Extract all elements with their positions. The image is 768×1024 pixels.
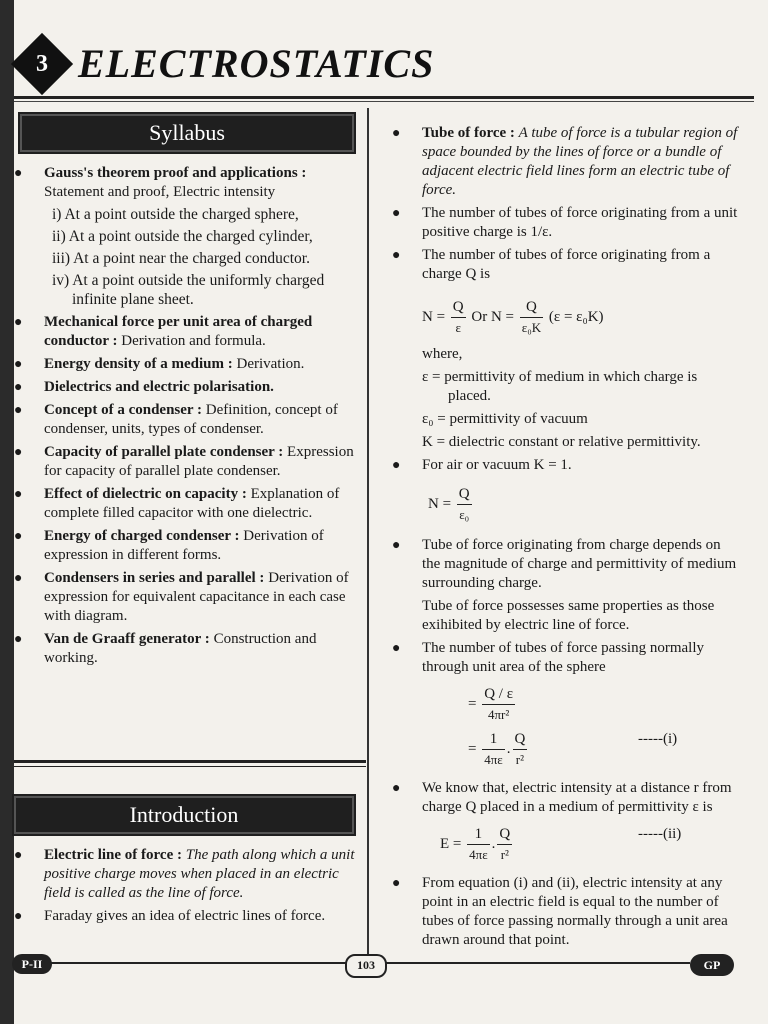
syllabus-item-title: Energy density of a medium : (44, 356, 233, 372)
right-item-text: The number of tubes of force originating from a unit positive charge is 1/ε. (422, 205, 738, 240)
syllabus-item-text: Construction and working. (44, 631, 317, 666)
tube-of-force-definition (392, 124, 738, 200)
syllabus-item (14, 401, 358, 439)
right-item (392, 246, 738, 284)
numerator: Q (497, 825, 512, 845)
syllabus-item (14, 378, 358, 397)
bullet-icon: ● (392, 126, 401, 141)
intro-item-faraday (14, 907, 356, 926)
where-label: where, (422, 346, 463, 362)
fraction (457, 485, 472, 524)
denominator: r² (515, 752, 525, 767)
syllabus-item-text: Explanation of complete filled capacitor with one dielectric. (44, 486, 340, 521)
bullet-icon: ● (14, 445, 23, 460)
fraction (451, 298, 466, 337)
introduction-banner: Introduction (14, 796, 354, 834)
numerator: Q (451, 298, 466, 318)
right-item-text: Tube of force originating from charge depends on the magnitude of charge and permittivity of medium surrounding charge. (422, 537, 737, 591)
fraction (482, 685, 515, 724)
denominator: 4πr² (487, 707, 510, 722)
numerator: Q (520, 298, 543, 318)
bullet-icon: ● (14, 848, 23, 863)
definition: K = dielectric constant or relative permittivity. (422, 434, 701, 450)
right-item-text: For air or vacuum K = 1. (422, 457, 572, 473)
bullet-icon: ● (392, 876, 401, 891)
chapter-title: ELECTROSTATICS (78, 41, 435, 86)
syllabus-item-title: Effect of dielectric on capacity : (44, 486, 247, 502)
formula-4: = $\frac{1}{4\pi\varepsilon}$ . $\frac{Q}{\text{r²}}$ -----(i) (468, 731, 678, 767)
syllabus-item-title: Energy of charged condenser : (44, 528, 240, 544)
right-item (392, 779, 738, 817)
formula-lhs: N = (490, 308, 515, 325)
denominator: ε (455, 320, 461, 335)
formula-note: (ε = ε₀K) (548, 308, 604, 325)
bullet-icon: ● (14, 571, 23, 586)
right-paragraph: Tube of force possesses same properties as those exihibited by electric line of force. (422, 598, 715, 633)
right-item-text: We know that, electric intensity at a distance r from charge Q placed in a medium of permittivity ε is (422, 780, 732, 815)
footer-part-label: P-II (12, 954, 52, 974)
denominator: r² (500, 847, 509, 862)
right-item (392, 639, 738, 677)
formula-5: E = $\frac{1}{4\pi\varepsilon}$ . $\frac{Q}{\text{r²}}$ -----(ii) (440, 826, 682, 862)
intro-item-line-of-force (14, 846, 356, 903)
bullet-icon: ● (14, 166, 23, 181)
numerator: Q / ε (482, 685, 515, 705)
numerator: Q (457, 485, 472, 505)
syllabus-item-gauss (14, 164, 358, 309)
syllabus-item (14, 443, 358, 481)
bullet-icon: ● (392, 248, 401, 263)
syllabus-item (14, 313, 358, 351)
syllabus-item (14, 569, 358, 626)
bullet-icon: ● (392, 458, 401, 473)
syllabus-item (14, 630, 358, 668)
formula-eq: = (468, 695, 477, 712)
syllabus-item-text: Statement and proof, Electric intensity (44, 184, 276, 200)
equation-tag: -----(i) (638, 731, 678, 747)
syllabus-subitem: iii) At a point near the charged conductor. (52, 250, 310, 267)
intro-item-title: Electric line of force : (44, 847, 182, 863)
right-column (392, 124, 738, 954)
intro-item-text: The path along which a unit positive charge moves when placed in an electric field is called as the line of force. (44, 847, 355, 901)
syllabus-subitem: iv) At a point outside the uniformly charged infinite plane sheet. (52, 272, 325, 308)
right-item (392, 536, 738, 593)
syllabus-item-title: Capacity of parallel plate condenser : (44, 444, 284, 460)
tube-title: Tube of force : (422, 125, 515, 141)
syllabus-banner: Syllabus (20, 114, 354, 152)
denominator: ε₀K (521, 320, 542, 335)
fraction (482, 730, 505, 769)
syllabus-item-text: Derivation of expression in different forms. (44, 528, 324, 563)
numerator: 1 (482, 730, 505, 750)
tube-text: A tube of force is a tubular region of space bounded by the lines of force or a bundle of adjacent electric field lines form an electric tube of force. (422, 125, 738, 198)
bullet-icon: ● (392, 538, 401, 553)
formula-n-vacuum (428, 485, 738, 524)
page-edge-shadow (0, 0, 14, 1024)
column-divider (367, 108, 369, 956)
fraction (520, 298, 543, 337)
formula-lhs: N = (422, 308, 446, 325)
syllabus-item-text: Derivation and formula. (121, 333, 266, 349)
bullet-icon: ● (14, 315, 23, 330)
right-item (392, 204, 738, 242)
section-rule-thin (14, 766, 366, 767)
definition: ε = permittivity of medium in which charge is placed. (422, 369, 698, 404)
right-item (392, 456, 738, 475)
formula-lhs: N = (428, 495, 452, 512)
denominator: ε₀ (459, 507, 470, 522)
publisher-logo: GP (690, 954, 734, 976)
introduction-list (14, 846, 356, 930)
syllabus-item-text: Derivation. (236, 356, 305, 372)
bullet-icon: ● (14, 529, 23, 544)
syllabus-item-title: Mechanical force per unit area of charged conductor : (44, 314, 313, 349)
intro-item-text: Faraday gives an idea of electric lines of force. (44, 908, 326, 924)
title-rule (14, 96, 754, 99)
syllabus-item-text: Derivation of expression for equivalent capacitance in each case with diagram. (44, 570, 349, 624)
fraction (497, 825, 512, 864)
formula-3 (468, 685, 738, 724)
denominator: 4πε (469, 847, 488, 862)
formula-eq: = (468, 740, 477, 757)
right-item-text: From equation (i) and (ii), electric intensity at any point in an electric field is equal to the number of tubes of force passing normally through a unit area drawn around that point. (422, 875, 728, 948)
syllabus-subitem: ii) At a point outside the charged cylinder, (52, 228, 313, 245)
bullet-icon: ● (14, 380, 23, 395)
bullet-icon: ● (14, 632, 23, 647)
title-rule-thin (14, 101, 754, 102)
formula-lhs: E = (440, 835, 462, 852)
right-item (392, 874, 738, 950)
syllabus-item-title: Gauss's theorem proof and applications : (44, 165, 307, 181)
bullet-icon: ● (14, 909, 23, 924)
syllabus-item (14, 527, 358, 565)
numerator: Q (513, 730, 528, 750)
syllabus-item-title: Condensers in series and parallel : (44, 570, 265, 586)
right-item-text: The number of tubes of force originating from a charge Q is (422, 247, 711, 282)
syllabus-list (14, 164, 358, 672)
syllabus-item (14, 355, 358, 374)
bullet-icon: ● (14, 403, 23, 418)
right-item-text: The number of tubes of force passing normally through unit area of the sphere (422, 640, 705, 675)
bullet-icon: ● (392, 206, 401, 221)
denominator: 4πε (484, 752, 503, 767)
numerator: 1 (467, 825, 490, 845)
bullet-icon: ● (14, 357, 23, 372)
fraction (513, 730, 528, 769)
syllabus-item (14, 485, 358, 523)
bullet-icon: ● (392, 781, 401, 796)
syllabus-item-text: Expression for capacity of parallel plate condenser. (44, 444, 354, 479)
syllabus-subitem: i) At a point outside the charged sphere, (52, 206, 299, 223)
bullet-icon: ● (14, 487, 23, 502)
syllabus-item-title: Dielectrics and electric polarisation. (44, 379, 274, 395)
chapter-number: 3 (36, 51, 48, 77)
formula-or: Or (471, 308, 488, 325)
syllabus-item-text: Definition, concept of condenser, units, types of condenser. (44, 402, 338, 437)
fraction (467, 825, 490, 864)
formula-n (422, 298, 738, 337)
bullet-icon: ● (392, 641, 401, 656)
definition: ε₀ = permittivity of vacuum (422, 411, 588, 427)
syllabus-item-title: Concept of a condenser : (44, 402, 203, 418)
page-number: 103 (345, 954, 387, 978)
equation-tag: -----(ii) (638, 826, 682, 842)
section-rule (14, 760, 366, 763)
syllabus-item-title: Van de Graaff generator : (44, 631, 210, 647)
